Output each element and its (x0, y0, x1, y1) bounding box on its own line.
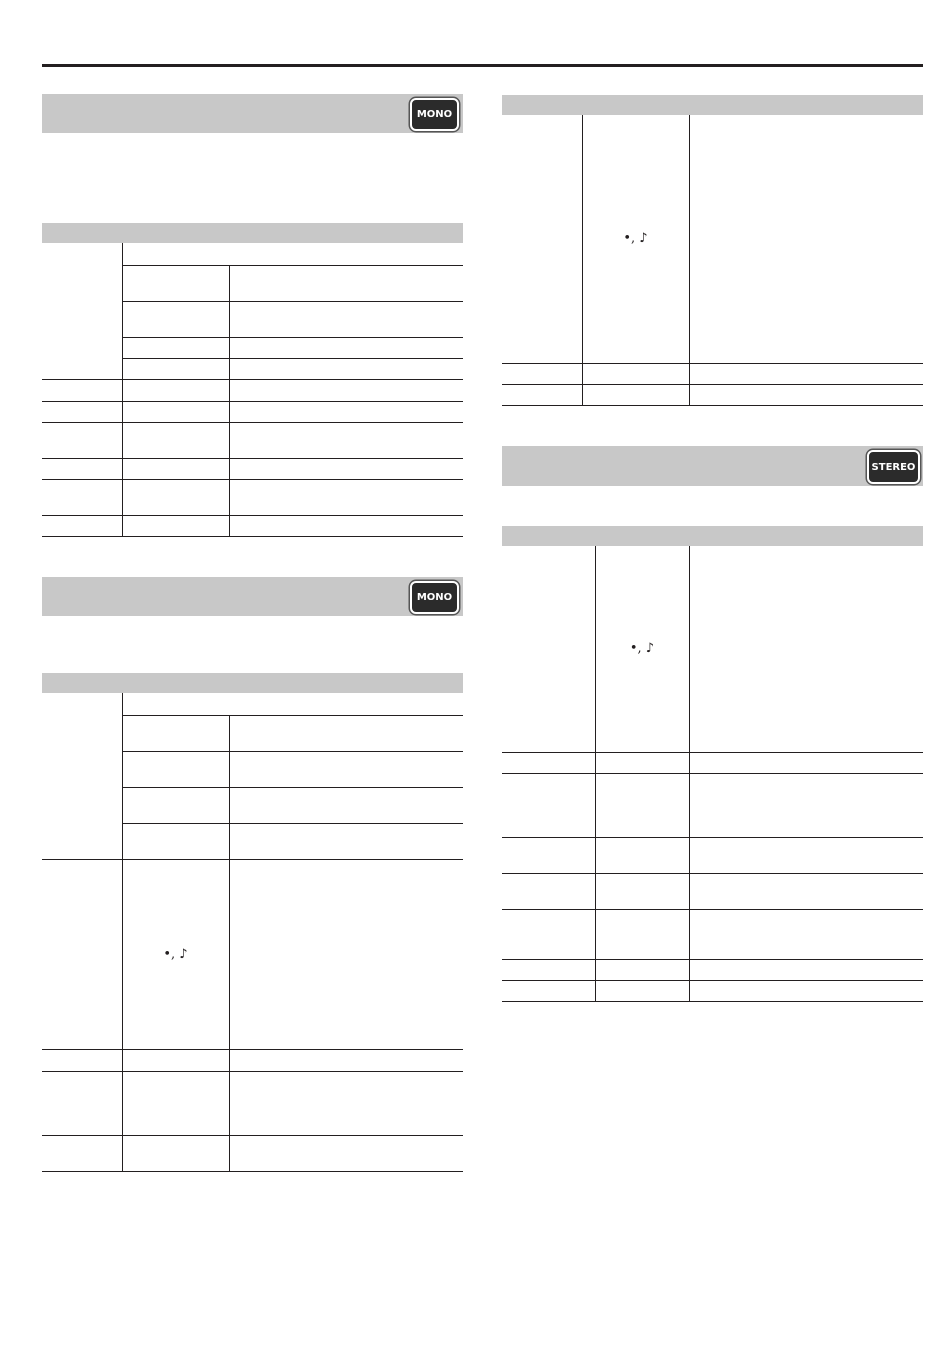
table-row (42, 693, 463, 715)
table-row (42, 859, 463, 1049)
col-header-parameter (42, 673, 122, 693)
table-row (42, 1135, 463, 1171)
eighth-note-icon: •, ♪ (623, 231, 648, 247)
table-row (502, 546, 923, 752)
param-table-continued (502, 95, 923, 406)
table-row (502, 363, 923, 384)
whole-note-icon: •, ♪ (629, 641, 655, 657)
table-row (42, 515, 463, 536)
param-table-mono-1 (42, 223, 463, 537)
page-top-rule (42, 64, 923, 67)
col-header-explanation (229, 673, 463, 693)
col-header-explanation (689, 526, 923, 546)
table-row (42, 422, 463, 458)
table-row (502, 384, 923, 405)
table-row (42, 243, 463, 265)
table-row (42, 379, 463, 401)
section-header-stereo-1 (502, 446, 923, 486)
param-table-stereo-1 (502, 526, 923, 1002)
table-row (502, 980, 923, 1001)
col-header-value (595, 526, 689, 546)
table-row (502, 837, 923, 873)
col-header-value (582, 95, 689, 115)
table-row (502, 752, 923, 773)
table-row (502, 959, 923, 980)
whole-note-icon: •, ♪ (163, 946, 188, 962)
section-header-mono-2 (42, 577, 463, 616)
col-header-explanation (689, 95, 923, 115)
col-header-value (122, 673, 229, 693)
note-value-cell (582, 115, 689, 363)
col-header-parameter (502, 526, 595, 546)
table-row (42, 401, 463, 422)
col-header-parameter (42, 223, 122, 243)
col-header-parameter (502, 95, 582, 115)
table-row (42, 1071, 463, 1135)
col-header-explanation (229, 223, 463, 243)
table-row (502, 873, 923, 909)
table-row (502, 773, 923, 837)
stereo-badge: STEREO (867, 450, 920, 484)
note-value-cell (595, 546, 689, 752)
table-row (42, 458, 463, 479)
mono-badge: MONO (410, 581, 459, 614)
section-header-mono-1 (42, 94, 463, 133)
table-row (42, 1049, 463, 1071)
mono-badge: MONO (410, 98, 459, 131)
table-row (42, 479, 463, 515)
note-value-cell (122, 859, 229, 1049)
param-table-mono-2 (42, 673, 463, 1172)
table-row (502, 115, 923, 363)
col-header-value (122, 223, 229, 243)
table-row (502, 909, 923, 959)
